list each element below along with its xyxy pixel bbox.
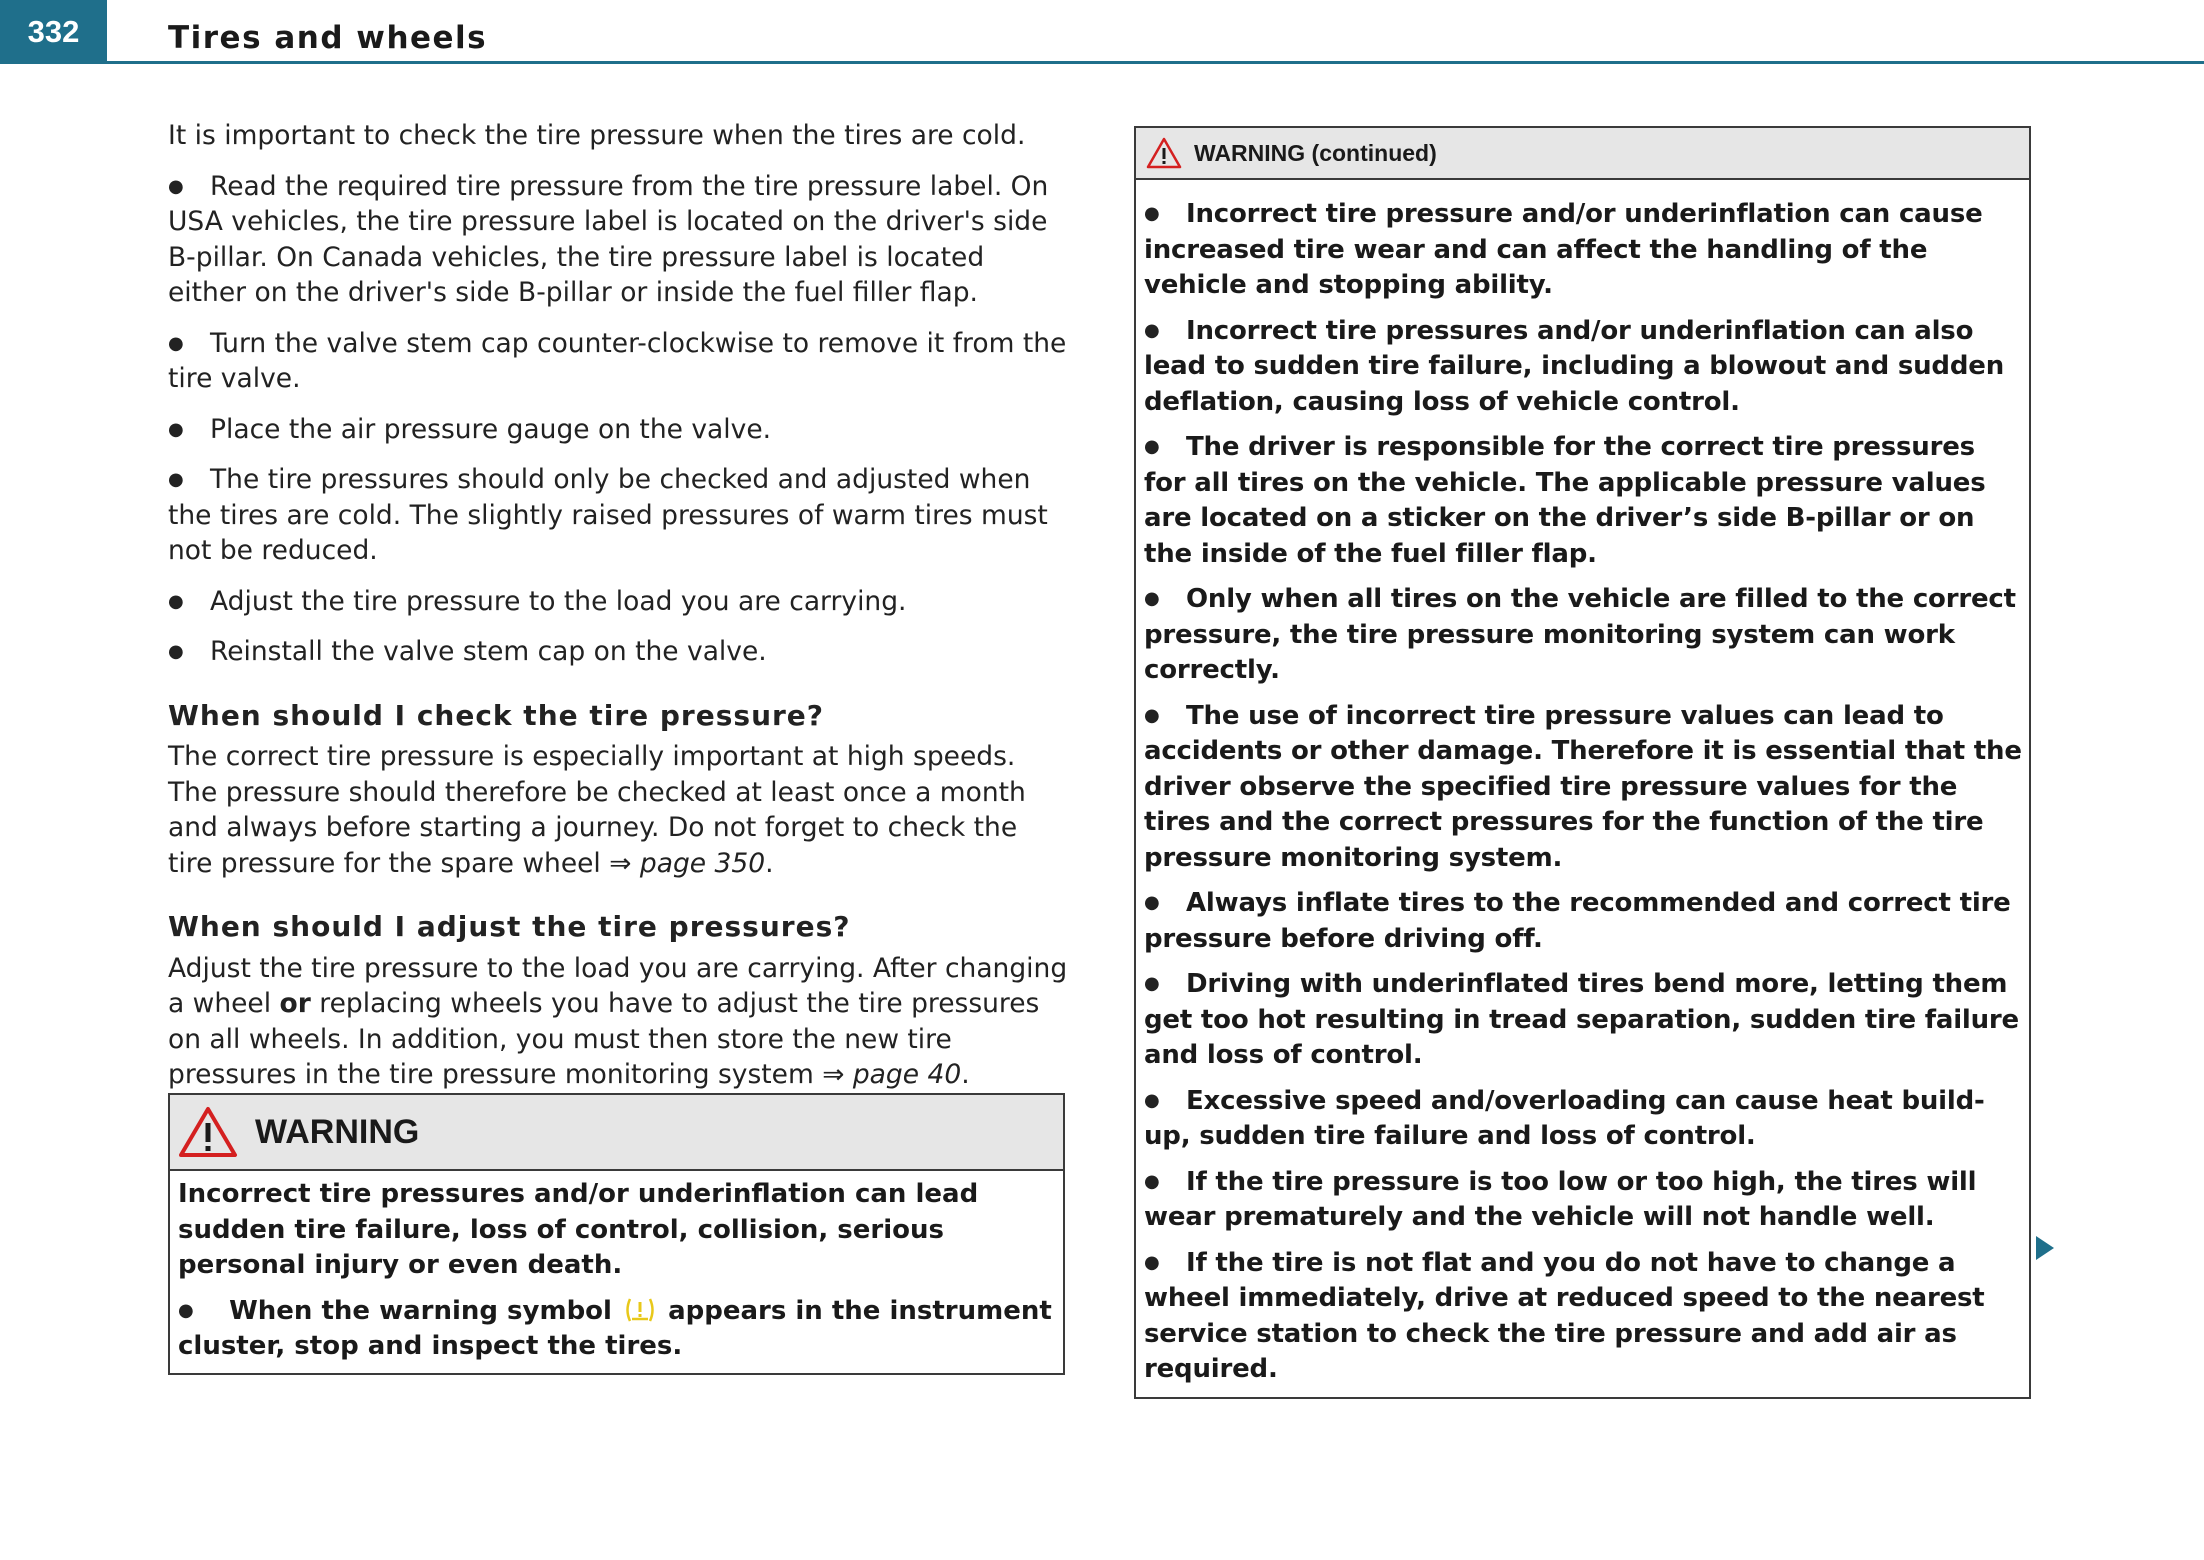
warning-text: When the warning symbol xyxy=(229,1295,612,1326)
section-text: Adjust the tire pressure to the load you are carrying. After changing a wheel xyxy=(168,952,1068,1019)
section-body-check xyxy=(168,739,1068,881)
list-item: ● The use of incorrect tire pressure values can lead to accidents or other damage. Therefore it is essential that the driver observe the specified tire pressure values for the tires and the correct pressures for the function of the tire pressure monitoring system. xyxy=(1144,698,2023,877)
list-item: ● If the tire is not flat and you do not have to change a wheel immediately, drive at reduced speed to the nearest service station to check the tire pressure and add air as required. xyxy=(1144,1245,2023,1388)
sentence-end: . xyxy=(765,847,774,879)
list-item: ● Place the air pressure gauge on the valve. xyxy=(168,412,1068,448)
page-title: Tires and wheels xyxy=(168,20,488,56)
warning-continued-title: WARNING (continued) xyxy=(1194,139,1437,166)
warning-continued-body xyxy=(1136,180,2029,1388)
section-text: The correct tire pressure is especially important at high speeds. The pressure should therefore be checked at least once a month and always before starting a journey. Do not forget to check the tire pressure for the spare wheel xyxy=(168,741,1026,879)
cross-ref-arrow: ⇒ xyxy=(609,847,632,879)
warning-continued-box xyxy=(1134,126,2031,1399)
warning-intro: Incorrect tire pressures and/or underinflation can lead sudden tire failure, loss of control, collision, serious personal injury or even death. xyxy=(178,1179,979,1280)
continue-arrow-icon xyxy=(2034,1234,2056,1262)
list-item: ● Incorrect tire pressure and/or underinflation can cause increased tire wear and can affect the handling of the vehicle and stopping ability. xyxy=(1144,196,2023,304)
left-column xyxy=(168,118,1068,1093)
section-body-adjust xyxy=(168,951,1068,1093)
page-number: 332 xyxy=(0,0,107,64)
warning-text: appears in the instrument cluster, stop and inspect the tires. xyxy=(178,1295,1052,1361)
page-reference-link[interactable]: page 40 xyxy=(852,1059,962,1090)
header-rule xyxy=(0,61,2204,64)
page-reference-link[interactable]: page 350 xyxy=(639,847,766,879)
list-item: ● Only when all tires on the vehicle are filled to the correct pressure, the tire pressure monitoring system can work correctly. xyxy=(1144,581,2023,689)
cross-ref-arrow: ⇒ xyxy=(822,1059,845,1090)
list-item: ● If the tire pressure is too low or too high, the tires will wear prematurely and the vehicle will not handle well. xyxy=(1144,1164,2023,1236)
section-heading-check: When should I check the tire pressure? xyxy=(168,698,825,732)
list-item: ● Excessive speed and/overloading can cause heat build-up, sudden tire failure and loss of control. xyxy=(1144,1083,2023,1155)
list-item: ● The driver is responsible for the correct tire pressures for all tires on the vehicle. The applicable pressure values are located on a sticker on the driver’s side B-pillar or on the inside of the fuel filler flap. xyxy=(1144,429,2023,572)
tire-pressure-warning-icon xyxy=(623,1295,657,1325)
list-item: ● Driving with underinflated tires bend more, letting them get too hot resulting in tread separation, sudden tire failure and loss of control. xyxy=(1144,966,2023,1074)
list-item: ● Adjust the tire pressure to the load you are carrying. xyxy=(168,584,1068,620)
list-item: ● Incorrect tire pressures and/or underinflation can also lead to sudden tire failure, including a blowout and sudden deflation, causing loss of vehicle control. xyxy=(1144,313,2023,421)
warning-header xyxy=(170,1095,1063,1171)
list-item: ● Read the required tire pressure from the tire pressure label. On USA vehicles, the tire pressure label is located on the driver's side B-pillar. On Canada vehicles, the tire pressure label is located either on the driver's side B-pillar or inside the fuel filler flap. xyxy=(168,169,1068,311)
warning-body xyxy=(170,1171,1063,1373)
section-heading-adjust: When should I adjust the tire pressures? xyxy=(168,910,851,943)
list-item: ● Always inflate tires to the recommended and correct tire pressure before driving off. xyxy=(1144,885,2023,957)
list-item: ● Reinstall the valve stem cap on the valve. xyxy=(168,634,1068,670)
warning-continued-header xyxy=(1136,128,2029,180)
intro-paragraph: It is important to check the tire pressure when the tires are cold. xyxy=(168,120,1026,151)
section-text: replacing wheels you have to adjust the tire pressures on all wheels. In addition, you must then store the new tire pressures in the tire pressure monitoring system xyxy=(168,988,1040,1090)
list-item: ● The tire pressures should only be checked and adjusted when the tires are cold. The slightly raised pressures of warm tires must not be reduced. xyxy=(168,462,1068,569)
sentence-end: . xyxy=(961,1059,970,1090)
emphasis-or: or xyxy=(279,988,311,1019)
warning-title: WARNING xyxy=(255,1112,420,1151)
warning-triangle-icon xyxy=(1146,137,1182,169)
warning-triangle-icon xyxy=(177,1105,239,1159)
list-item xyxy=(178,1293,1055,1365)
list-item: ● Turn the valve stem cap counter-clockwise to remove it from the tire valve. xyxy=(168,326,1068,397)
warning-box xyxy=(168,1093,1065,1375)
